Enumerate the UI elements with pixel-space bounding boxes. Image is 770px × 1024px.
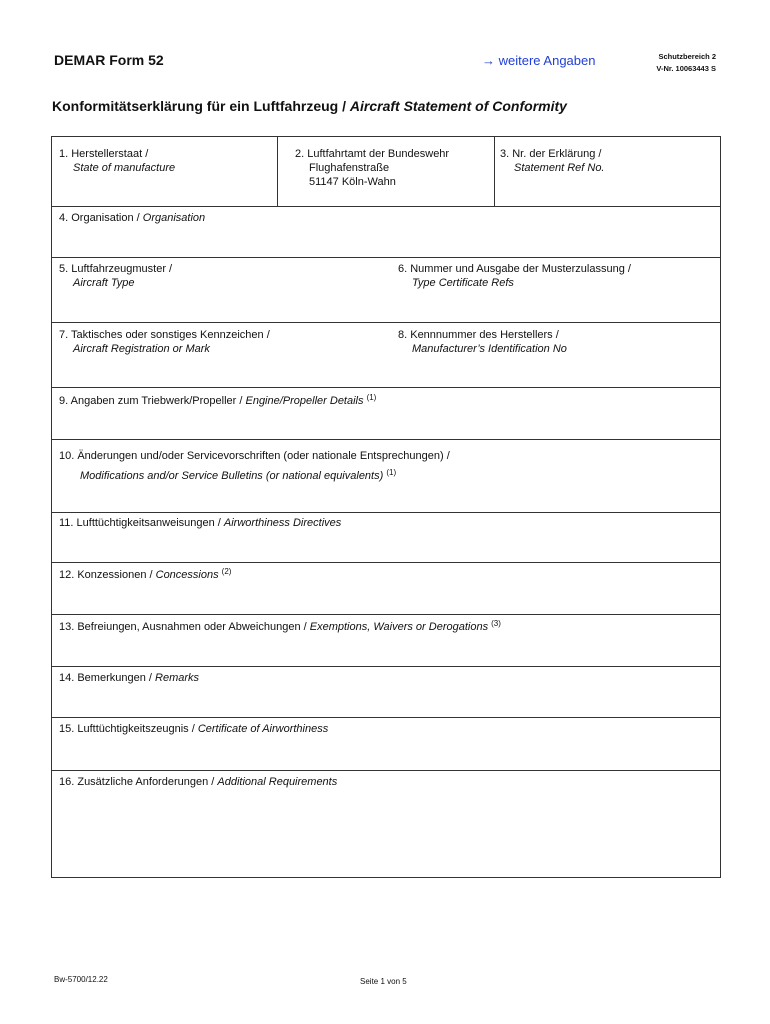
field-8-manufacturer-id-input[interactable] (396, 358, 716, 384)
field-6-label-de: 6. Nummer und Ausgabe der Musterzulassung / (398, 263, 631, 275)
field-13-label (59, 620, 501, 634)
field-10-modifications-input[interactable] (56, 488, 716, 509)
form-row-7-8 (52, 323, 720, 388)
field-4-organisation-input[interactable] (56, 227, 716, 254)
form-row-14 (52, 667, 720, 718)
form-row-15 (52, 718, 720, 771)
field-7-label-de: 7. Taktisches oder sonstiges Kennzeichen / (59, 329, 270, 341)
field-9-label-en: Engine/Propeller Details (245, 395, 364, 407)
field-7-label-en: Aircraft Registration or Mark (73, 343, 210, 355)
form-code: Bw-5700/12.22 (54, 975, 108, 984)
field-16-label (59, 775, 337, 789)
field-15-label-en: Certificate of Airworthiness (197, 723, 329, 735)
field-16-label-de: 16. Zusätzliche Anforderungen / (59, 776, 218, 788)
field-14-label-en: Remarks (155, 672, 200, 684)
field-5-label-de: 5. Luftfahrzeugmuster / (59, 263, 173, 275)
field-3-statement-ref (495, 137, 720, 206)
form-row-11 (52, 513, 720, 563)
form-row-13 (52, 615, 720, 667)
field-2-label (295, 147, 449, 189)
field-13-label-en: Exemptions, Waivers or Derogations (309, 621, 489, 633)
field-5-aircraft-type-input[interactable] (56, 292, 386, 319)
form-row-4 (52, 207, 720, 258)
field-2-address-city: 51147 Köln-Wahn (309, 176, 396, 188)
field-2-label-de: 2. Luftfahrtamt der Bundeswehr (295, 148, 450, 160)
field-6-label-en: Type Certificate Refs (412, 277, 514, 289)
field-14-remarks-input[interactable] (56, 689, 716, 714)
field-11-airworthiness-directives-input[interactable] (56, 533, 716, 559)
field-9-label-de: 9. Angaben zum Triebwerk/Propeller / (59, 395, 246, 407)
field-10-label (59, 446, 450, 486)
form-row-1 (52, 137, 720, 207)
field-5-label-en: Aircraft Type (73, 277, 135, 289)
field-2-authority (278, 137, 495, 206)
field-1-label-de: 1. Herstellerstaat / (59, 148, 149, 160)
form-row-5-6 (52, 258, 720, 323)
field-12-concessions-input[interactable] (56, 587, 716, 611)
field-15-certificate-input[interactable] (56, 740, 716, 767)
form-row-9 (52, 388, 720, 440)
field-11-label-en: Airworthiness Directives (223, 517, 342, 529)
field-10-label-en: Modifications and/or Service Bulletins (or national equivalents) (80, 470, 384, 482)
field-9-engine-input[interactable] (56, 412, 716, 436)
form-row-12 (52, 563, 720, 615)
protection-area (636, 51, 716, 75)
field-9-footnote-ref: (1) (366, 393, 377, 402)
field-6-label (398, 262, 631, 290)
field-8-label-de: 8. Kennnummer des Herstellers / (398, 329, 559, 341)
field-8-label (398, 328, 567, 356)
field-4-label-de: 4. Organisation / (59, 212, 143, 224)
form-title: DEMAR Form 52 (54, 52, 164, 68)
field-1-label (59, 147, 175, 175)
field-16-label-en: Additional Requirements (217, 776, 338, 788)
field-4-label-en: Organisation (142, 212, 206, 224)
field-5-label (59, 262, 172, 290)
field-15-label-de: 15. Lufttüchtigkeitszeugnis / (59, 723, 198, 735)
more-details-link[interactable]: → weitere Angaben (482, 53, 596, 68)
field-13-exemptions-input[interactable] (56, 639, 716, 663)
field-1-label-en: State of manufacture (73, 162, 176, 174)
field-14-label (59, 671, 199, 685)
field-8-label-en: Manufacturer’s Identification No (412, 343, 567, 355)
field-11-label (59, 516, 341, 530)
field-12-label (59, 568, 231, 582)
field-4-label (59, 211, 205, 225)
v-number: V-Nr. 10063443 S (656, 64, 716, 73)
form-row-16 (52, 771, 720, 877)
field-7-registration-input[interactable] (56, 358, 386, 384)
field-10-footnote-ref: (1) (386, 468, 397, 477)
field-13-label-de: 13. Befreiungen, Ausnahmen oder Abweichungen / (59, 621, 310, 633)
field-12-label-de: 12. Konzessionen / (59, 569, 156, 581)
field-1-input[interactable] (56, 175, 273, 202)
page-title-de: Konformitätserklärung für ein Luftfahrzeug / (52, 98, 350, 114)
page-title (52, 98, 567, 114)
field-14-label-de: 14. Bemerkungen / (59, 672, 156, 684)
field-2-address-street: Flughafenstraße (309, 162, 390, 174)
field-15-label (59, 722, 328, 736)
form-row-10 (52, 440, 720, 513)
field-12-label-en: Concessions (155, 569, 219, 581)
field-1-state-of-manufacture (52, 137, 278, 206)
field-10-label-de: 10. Änderungen und/oder Servicevorschriften (oder nationale Entsprechungen) / (59, 450, 450, 462)
field-9-label (59, 394, 376, 408)
page-number: Seite 1 von 5 (360, 977, 407, 986)
protection-area-label: Schutzbereich 2 (658, 52, 716, 61)
field-11-label-de: 11. Lufttüchtigkeitsanweisungen / (59, 517, 224, 529)
field-3-label (500, 147, 605, 175)
page-title-en: Aircraft Statement of Conformity (349, 98, 567, 114)
field-6-type-certificate-input[interactable] (396, 292, 716, 319)
field-13-footnote-ref: (3) (491, 619, 501, 628)
conformity-form (51, 136, 721, 878)
field-3-label-de: 3. Nr. der Erklärung / (500, 148, 602, 160)
field-3-label-en: Statement Ref No. (514, 162, 605, 174)
field-3-input[interactable] (499, 175, 716, 202)
field-12-footnote-ref: (2) (221, 567, 232, 576)
field-16-additional-requirements-input[interactable] (56, 793, 716, 873)
field-7-label (59, 328, 270, 356)
